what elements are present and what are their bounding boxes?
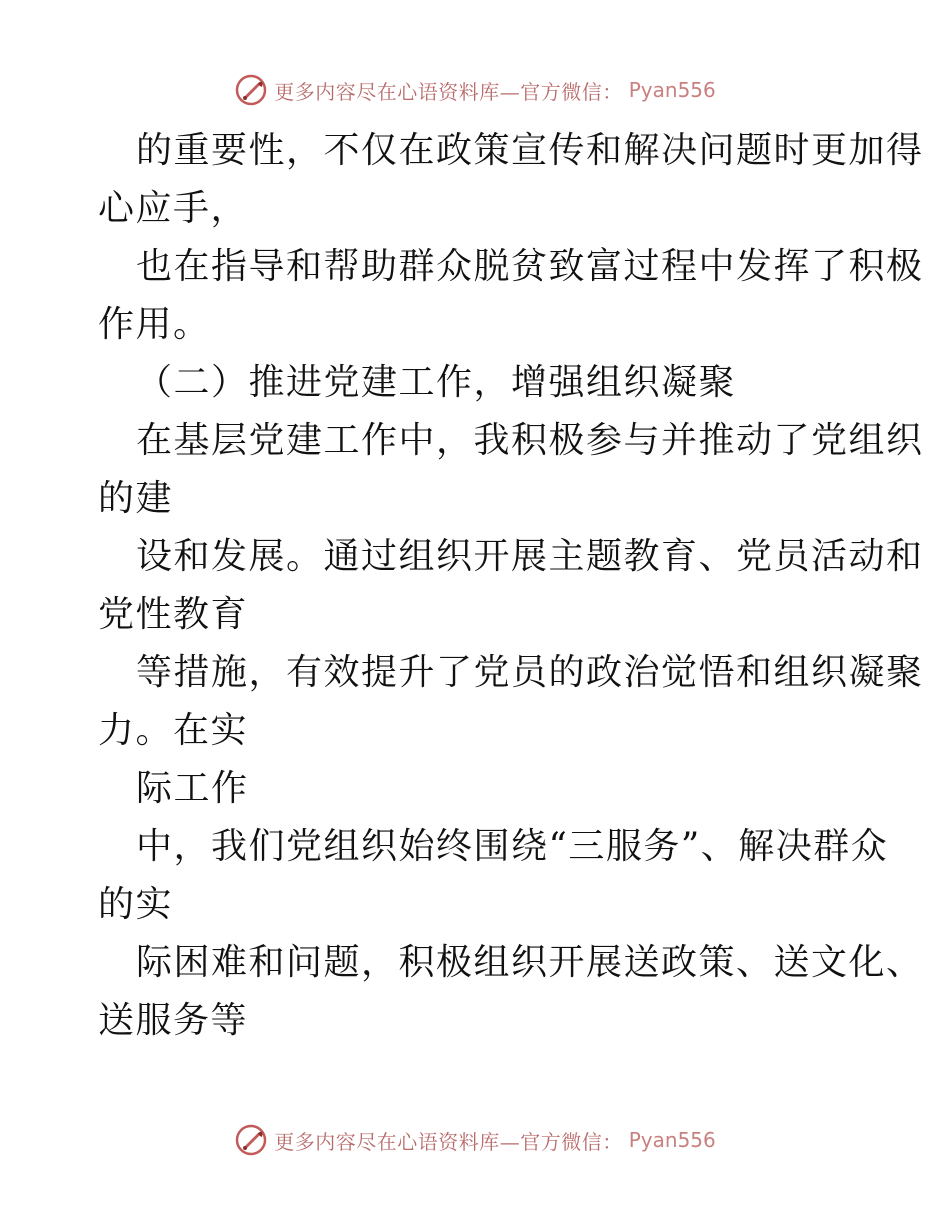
- paragraph-line: 党性教育: [98, 594, 249, 635]
- paragraph-line: 中，我们党组织始终围绕“三服务”、解决群众: [136, 826, 889, 867]
- watermark-text: 更多内容尽在心语资料库—官方微信：: [274, 1129, 623, 1154]
- paragraph-line: 际困难和问题，积极组织开展送政策、送文化、: [136, 942, 924, 983]
- watermark-wechat-id: Pyan556: [628, 1128, 716, 1152]
- paragraph-line: 的建: [98, 478, 174, 519]
- footer-watermark: [0, 1120, 950, 1160]
- paragraph-line: 也在指导和帮助群众脱贫致富过程中发挥了积极: [136, 246, 924, 287]
- paragraph-line: 作用。: [98, 304, 211, 345]
- document-body: [98, 122, 924, 1050]
- paragraph-line: 力。在实: [98, 710, 249, 751]
- paragraph-line: 送服务等: [98, 1000, 249, 1041]
- paragraph-line: 设和发展。通过组织开展主题教育、党员活动和: [136, 536, 924, 577]
- paragraph-line: 等措施，有效提升了党员的政治觉悟和组织凝聚: [136, 652, 924, 693]
- paragraph-line: 在基层党建工作中，我积极参与并推动了党组织: [136, 420, 924, 461]
- watermark-wechat-id: Pyan556: [628, 78, 716, 102]
- watermark-group: [234, 73, 716, 107]
- header-watermark: [0, 70, 950, 110]
- paragraph-line: 的实: [98, 884, 174, 925]
- watermark-group: [234, 1123, 716, 1157]
- paragraph-line: 心应手，: [98, 188, 249, 229]
- quill-logo-icon: [234, 73, 268, 107]
- section-heading: （二）推进党建工作，增强组织凝聚: [136, 362, 737, 403]
- paragraph-line: 的重要性，不仅在政策宣传和解决问题时更加得: [136, 130, 924, 171]
- quill-logo-icon: [234, 1123, 268, 1157]
- paragraph-line: 际工作: [136, 768, 249, 809]
- watermark-text: 更多内容尽在心语资料库—官方微信：: [274, 79, 623, 104]
